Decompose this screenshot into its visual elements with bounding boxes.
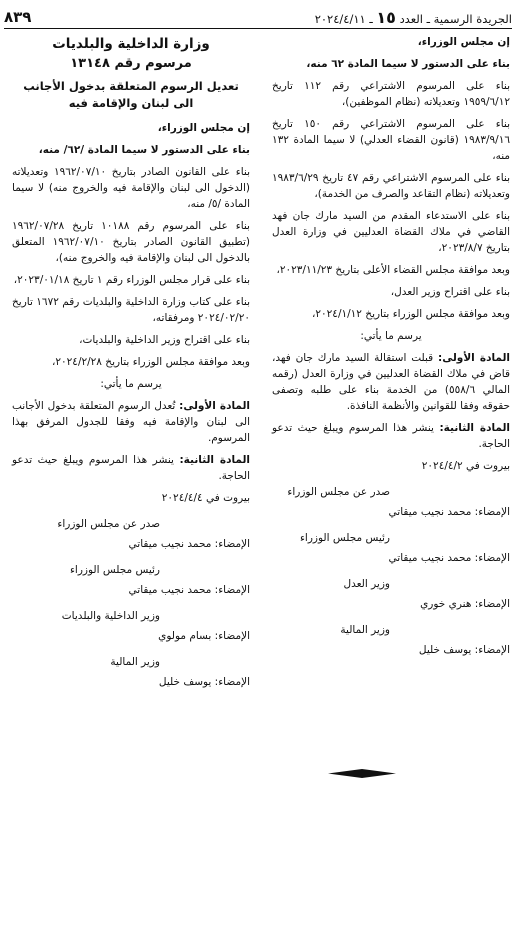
article-2-text: ينشر هذا المرسوم ويبلغ حيث تدعو الحاجة.	[12, 454, 250, 482]
recital-2: بناء على المرسوم الاشتراعي رقم ١٥٠ تاريخ ١٩٨٣/٩/١٦ (قانون القضاء العدلي) لا سيما المادة ١٣٢ منه،	[272, 118, 510, 162]
recital-4: بناء على الاستدعاء المقدم من السيد مارك جان فهد القاضي في ملاك القضاة العدليين في وزارة العدل بتاريخ ٢٠٢٣/٨/٧،	[272, 210, 510, 254]
end-of-decree-ornament	[328, 769, 396, 778]
issue-number: ١٥	[376, 7, 396, 27]
constitution-clause: بناء على الدستور لا سيما المادة ٦٢ منه،	[306, 58, 510, 70]
article-1-text: تُعدل الرسوم المتعلقة بدخول الأجانب الى لبنان والإقامة فيه وفقا للجدول المرفق بهذا المرسوم.	[12, 400, 250, 444]
signature-role: وزير المالية	[340, 624, 390, 636]
signature-name: الإمضاء: هنري خوري	[420, 598, 510, 610]
signature-block-2	[12, 562, 250, 598]
recital-5: وبعد موافقة مجلس القضاء الأعلى بتاريخ ٢٠٢٣/١١/٢٣،	[276, 264, 510, 276]
article-2-text: ينشر هذا المرسوم ويبلغ حيث تدعو الحاجة.	[272, 422, 510, 450]
article-2	[12, 452, 250, 484]
recital-6: وبعد موافقة مجلس الوزراء بتاريخ ٢٠٢٤/٢/٢٨،	[52, 356, 250, 368]
recital-1: بناء على المرسوم الاشتراعي رقم ١١٢ تاريخ ١٩٥٩/٦/١٢ وتعديلاته (نظام الموظفين)،	[272, 80, 510, 108]
signature-block-2	[272, 530, 510, 566]
article-2-label: المادة الثانية:	[179, 454, 250, 466]
signature-role: وزير العدل	[343, 578, 390, 590]
decrees-heading: يرسم ما يأتي:	[360, 330, 422, 342]
left-column	[12, 34, 250, 700]
signature-name: الإمضاء: محمد نجيب ميقاتي	[388, 506, 510, 518]
constitution-clause: بناء على الدستور لا سيما المادة /٦٢/ منه،	[38, 144, 250, 156]
signature-block-4	[12, 654, 250, 690]
signature-block-1	[272, 484, 510, 520]
recital-1: بناء على القانون الصادر بتاريخ ١٩٦٢/٠٧/١٠ وتعديلاته (الدخول الى لبنان والإقامة فيه والخروج منه) لا سيما المادة /٥/ منه،	[12, 166, 250, 210]
signature-block-3	[272, 576, 510, 612]
right-column	[272, 34, 510, 668]
recital-7: وبعد موافقة مجلس الوزراء بتاريخ ٢٠٢٤/١/١٢،	[312, 308, 510, 320]
recital-6: بناء على اقتراح وزير العدل،	[390, 286, 510, 298]
recital-5: بناء على اقتراح وزير الداخلية والبلديات،	[79, 334, 250, 346]
recital-4: بناء على كتاب وزارة الداخلية والبلديات رقم ١٦٧٢ تاريخ ٢٠٢٤/٠٢/٢٠ ومرفقاته،	[12, 296, 250, 324]
signature-role: رئيس مجلس الوزراء	[299, 532, 390, 544]
gazette-title	[315, 8, 512, 27]
ministry-heading: وزارة الداخلية والبلديات	[52, 36, 210, 52]
council-intro: إن مجلس الوزراء،	[417, 36, 510, 48]
decree-subject	[12, 78, 250, 112]
signature-role: وزير المالية	[110, 656, 160, 668]
decrees-heading: يرسم ما يأتي:	[100, 378, 162, 390]
subject-line-2: الى لبنان والإقامة فيه	[68, 96, 194, 110]
article-2	[272, 420, 510, 452]
article-1-text: قبلت استقالة السيد مارك جان فهد، قاض في ملاك القضاة العدليين في وزارة العدل (رقمه المالي ٥٥٨/٦) من الخدمة بناء على طلبه وتصفى حقوقه وفقا للقوانين والأنظمة النافذة.	[272, 352, 510, 412]
signature-name: الإمضاء: بسام مولوي	[158, 630, 250, 642]
signature-name: الإمضاء: محمد نجيب ميقاتي	[128, 538, 250, 550]
recital-2: بناء على المرسوم رقم ١٠١٨٨ تاريخ ١٩٦٢/٠٧/٢٨ (تطبيق القانون الصادر بتاريخ ١٩٦٢/٠٧/١٠ المتعلق بالدخول الى لبنان والإقامة فيه والخروج منه)،	[12, 220, 250, 264]
signature-name: الإمضاء: محمد نجيب ميقاتي	[128, 584, 250, 596]
signature-block-4	[272, 622, 510, 658]
decree-date: بيروت في ٢٠٢٤/٤/٢	[421, 460, 510, 472]
signature-name: الإمضاء: محمد نجيب ميقاتي	[388, 552, 510, 564]
signature-block-1	[12, 516, 250, 552]
article-2-label: المادة الثانية:	[439, 422, 510, 434]
decree-date: بيروت في ٢٠٢٤/٤/٤	[161, 492, 250, 504]
signature-name: الإمضاء: يوسف خليل	[158, 676, 250, 688]
gazette-name: الجريدة الرسمية ـ العدد	[399, 11, 512, 26]
page-header	[4, 6, 512, 29]
page-number: ٨٣٩	[4, 8, 32, 26]
recital-3: بناء على المرسوم الاشتراعي رقم ٤٧ تاريخ ١٩٨٣/٦/٢٩ وتعديلاته (نظام التقاعد والصرف من الخدمة)،	[272, 172, 510, 200]
signature-name: الإمضاء: يوسف خليل	[418, 644, 510, 656]
article-1-label: المادة الأولى:	[179, 400, 251, 412]
council-intro: إن مجلس الوزراء،	[157, 122, 250, 134]
recital-3: بناء على قرار مجلس الوزراء رقم ١ تاريخ ٢٠٢٣/٠١/١٨،	[13, 274, 250, 286]
article-1	[12, 398, 250, 446]
signature-role: رئيس مجلس الوزراء	[69, 564, 160, 576]
signature-role: وزير الداخلية والبلديات	[61, 610, 160, 622]
article-1-label: المادة الأولى:	[438, 352, 510, 364]
signature-block-3	[12, 608, 250, 644]
signature-role: صدر عن مجلس الوزراء	[57, 518, 160, 530]
decree-number: مرسوم رقم ١٣١٤٨	[70, 56, 192, 71]
signature-role: صدر عن مجلس الوزراء	[287, 486, 390, 498]
issue-date: ـ ٢٠٢٤/٤/١١	[314, 11, 373, 26]
subject-line-1: تعديل الرسوم المتعلقة بدخول الأجانب	[23, 79, 239, 93]
article-1	[272, 350, 510, 414]
